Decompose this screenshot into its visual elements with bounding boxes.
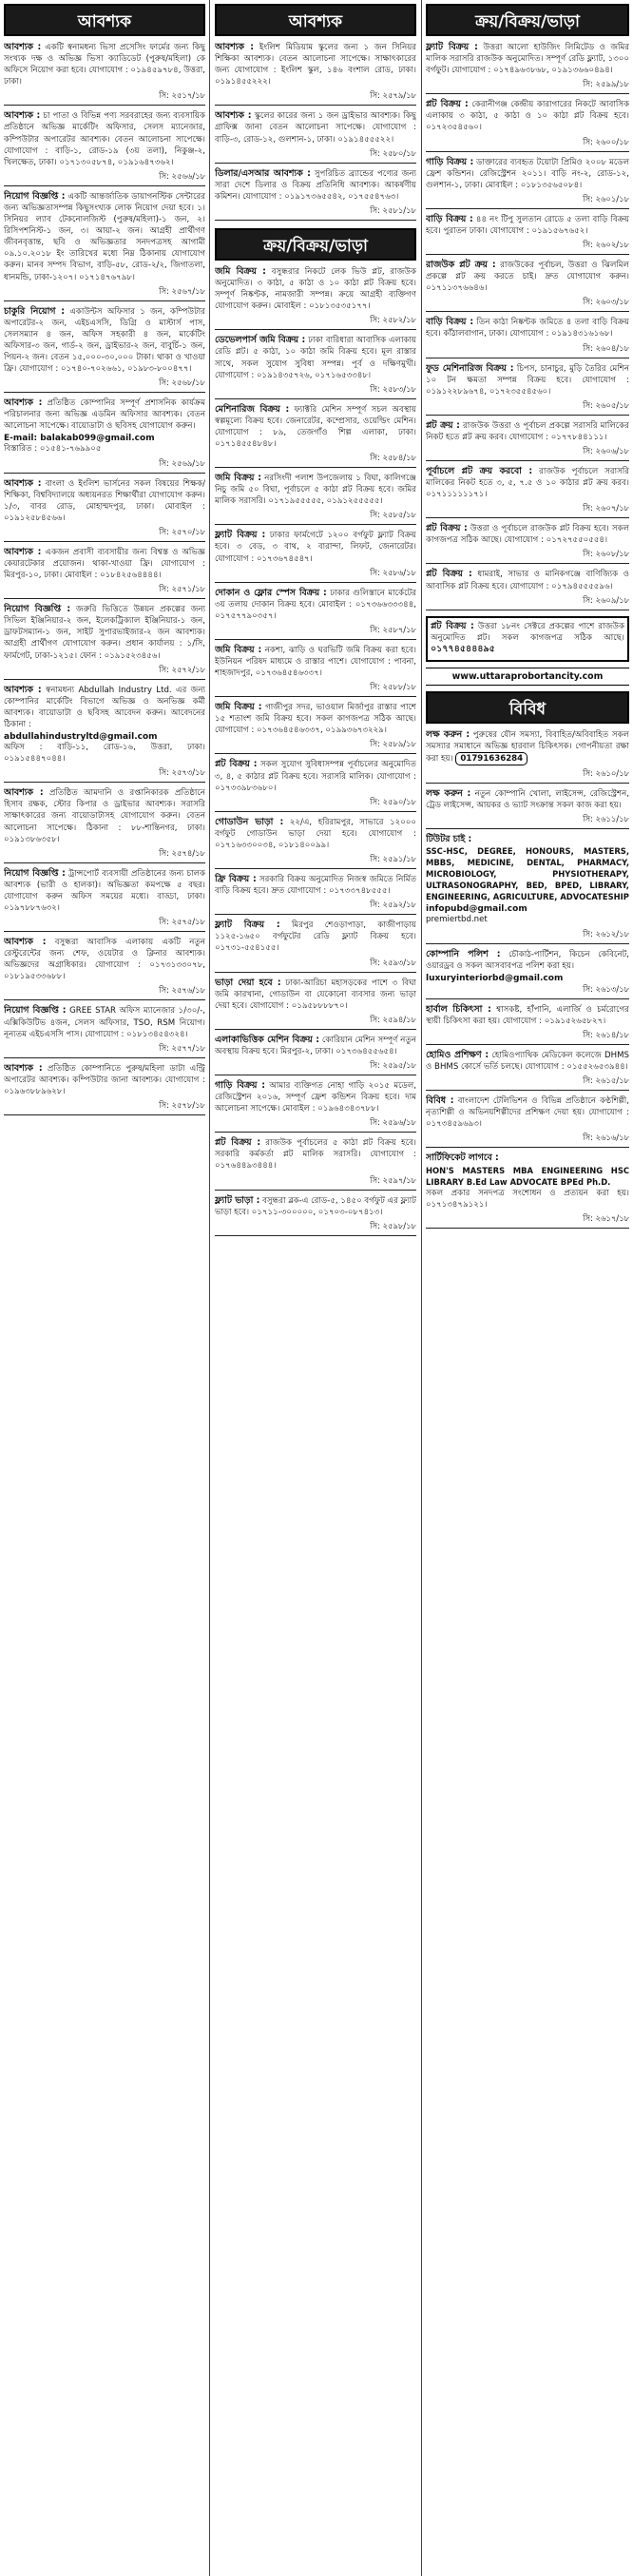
ad-code: সি: ২৫৮২/১৮ — [215, 314, 416, 330]
ad-extra: অফিস : বাড়ি-১১, রোড-১৬, উত্তরা, ঢাকা। ০১৯১৫৪৪৭০৪৪। — [4, 743, 205, 765]
ad-code: সি: ২৬১৪/১৮ — [426, 1029, 629, 1045]
classified-ad — [4, 110, 205, 185]
column-divider — [209, 0, 210, 2576]
ad-lead: আবশ্যক : — [4, 42, 42, 52]
section-heading: আবশ্যক — [215, 4, 416, 36]
ad-list — [426, 42, 629, 610]
ad-code: সি: ২৬০০/১৮ — [426, 136, 629, 152]
ad-code: সি: ২৫৭২/১৮ — [4, 664, 205, 680]
ad-body: কেরানীগঞ্জ কেন্দ্রীয় কারাগারের নিকটে আবাসিক এলাকায় ৩ কাঠা, ৫ কাঠা ও ১০ কাঠা প্লট বিক্রয় হবে। ০১৭২৩৫৪৫৬০। — [426, 100, 629, 133]
ad-text — [215, 588, 416, 622]
ad-body: বসুন্ধরা ব্লক-এ রোড-৫, ১৪৫০ বর্গফুট এর ফ্ল্যাট ভাড়া হবে। ০১৭১১-৩০০০০০, ০১৭০৩-০৮৭৪১৩। — [215, 1195, 416, 1217]
classified-ad — [4, 42, 205, 106]
ad-text — [4, 1005, 205, 1039]
classified-ad — [426, 1004, 629, 1045]
classified-ad — [426, 949, 629, 999]
ad-body: সকল সুযোগ সুবিধাসম্পন্ন পূর্বাচলের অনুমোদিত ৩, ৪, ৫ কাঠার প্লট বিক্রয় হবে। সরাসরি মালিক। যোগাযোগ : ০১৭৩৩৯৮৩৬৮০। — [215, 760, 416, 793]
ad-lead: লক্ষ করুন : — [426, 788, 471, 800]
classified-ad — [4, 787, 205, 862]
ad-phone: 01791636284 — [455, 752, 528, 765]
classified-ad — [215, 266, 416, 330]
ad-code: সি: ২৫৭৩/১৮ — [4, 766, 205, 783]
ad-body: উত্তরা আলো হাউজিং লিমিটেড ও জমির মালিক সরাসরি রাজউক অনুমোদিত। সম্পূর্ণ রেডি ফ্ল্যাট, ১৩০০ বর্গফুট। যোগাযোগ : ০১৭৪৯৬৩৮৬৮, ০১৯১৩৬৬০৪৯৪। — [426, 43, 629, 76]
ad-code: সি: ২৫৯৯/১৮ — [426, 78, 629, 94]
ad-body: রাজউক পূর্বাচলের ৫ কাঠা প্লট বিক্রয় হবে। সরকারি কর্মকর্তা প্লট মালিক সরাসরি। যোগাযোগ : ০১৭৬৪৪৯৩৪৪৪। — [215, 1138, 416, 1172]
ad-lead: নিয়োগ বিজ্ঞপ্তি : — [4, 1005, 67, 1017]
ad-text — [426, 788, 629, 811]
ad-code: সি: ২৫৮৬/১৮ — [215, 567, 416, 583]
ad-body: একজন প্রবাসী ব্যবসায়ীর জন্য বিশ্বস্ত ও অভিজ্ঞ কেয়ারটেকার প্রয়োজন। থাকা-খাওয়া ফ্রি। যোগাযোগ : মিরপুর-১০, ঢাকা। মোবাইল : ০১৮৪২৫৬৪৪৪৪। — [4, 547, 205, 581]
ad-lead: টিউটর চাই : — [426, 834, 472, 845]
ad-english-list: SSC-HSC, DEGREE, HONOURS, MASTERS, MBBS, MEDICINE, DENTAL, PHARMACY, MICROBIOLOGY, PHYSIOTHERAPY, ULTRASONOGRAPHY, BED, BPED, LIBRARY, ENGINEERING, AGRICULTURE, ADVOCATESHIP — [426, 846, 629, 902]
ad-code: সি: ২৬০৮/১৮ — [426, 548, 629, 564]
classified-ad — [4, 306, 205, 394]
ad-body: ৪৪ নং টিপু সুলতান রোডে ৫ তলা বাড়ি বিক্রয় হবে। পুরাতন ঢাকা। যোগাযোগ : ০১৯১৫৬৭৬৫২। — [426, 214, 629, 236]
ad-lead: জমি বিক্রয় : — [215, 265, 266, 277]
ad-text — [4, 937, 205, 982]
ad-body: ঢাকার গুলিস্তানে মার্কেটের ৩য় তলায় দোকান বিক্রয় হবে। মোবাইল : ০১৭৩৬৬৩৩৩৪৪, ০১৭৫৭৭৯০৩৫৭। — [215, 588, 416, 621]
ad-lead: আবশ্যক : — [215, 110, 252, 122]
ad-lead: আবশ্যক : — [4, 477, 42, 489]
ad-code: সি: ২৫৮০/১৮ — [215, 147, 416, 164]
ad-text — [215, 874, 416, 897]
ad-text — [215, 978, 416, 1012]
ad-text — [215, 1035, 416, 1057]
ad-lead: বাড়ি বিক্রয় : — [426, 213, 473, 224]
ad-lead: প্লট বিক্রয় : — [431, 620, 474, 631]
classified-ad — [4, 1063, 205, 1115]
classified-ad — [215, 920, 416, 972]
ad-text — [4, 478, 205, 524]
ad-code: সি: ২৫৯২/১৮ — [215, 899, 416, 915]
classified-ad — [215, 473, 416, 525]
classified-ad — [4, 868, 205, 932]
section-heading: আবশ্যক — [4, 4, 205, 36]
ad-text — [426, 1004, 629, 1027]
ad-text — [215, 404, 416, 450]
ad-body: বাংলা ও ইংলিশ ভার্সনের সকল বিষয়ের শিক্ষক/শিক্ষিকা, বিশ্ববিদ্যালয়ে অধ্যয়নরত শিক্ষার্থীরা যোগাযোগ করুন। ১/৩, বাবর রোড, মোহাম্মদপুর, ঢাকা। মোবাইল : ০১৯১২৫৮৪৫৬৬। — [4, 478, 205, 523]
ad-lead: বিবিধ : — [426, 1095, 454, 1107]
ad-text — [215, 759, 416, 793]
ad-text — [4, 191, 205, 283]
classified-ad — [426, 260, 629, 312]
ad-lead: ফুড মেশিনারিজ বিক্রয় : — [426, 362, 514, 374]
ad-code: সি: ২৫১৭/১৮ — [4, 89, 205, 106]
ad-text — [426, 42, 629, 76]
ad-lead: মেশিনারিজ বিক্রয় : — [215, 403, 290, 415]
ad-code: সি: ২৫৭৮/১৮ — [4, 1099, 205, 1115]
ad-body: কোরিয়ান মেশিন সম্পূর্ণ নতুন অবস্থায় বিক্রয় হবে। মিরপুর-২, ঢাকা। ০১৭৩৬৪৫৫৬৫৪। — [215, 1035, 416, 1056]
classified-ad — [215, 1035, 416, 1075]
ad-body: চিপস, চানাচুর, মুড়ি তৈরির মেশিন ১০ টন ক্ষমতা সম্পন্ন বিক্রয় হবে। যোগাযোগ : ০১৯১২২৮৯৬৭৪, ০১৭২৩৫৫৪৫৬০। — [426, 363, 629, 397]
ad-code: সি: ২৫৯৪/১৮ — [215, 1014, 416, 1030]
ad-text — [4, 1063, 205, 1097]
ad-text — [4, 604, 205, 661]
ad-body: ঢাকা বারিধারা আবাসিক এলাকায় রেডি প্লট। ৫ কাঠা, ১০ কাঠা জমি বিক্রয় হবে। মূল রাস্তার সাথে, সকল সুযোগ সুবিধা সম্পন্ন। পূর্ব ও দক্ষিণমুখী। যোগাযোগ : ০১৯১৪৩৫৭২৬, ০১৭১৬৫৩৩৪৮। — [215, 336, 416, 380]
ad-code: সি: ২৫৬৮/১৮ — [4, 377, 205, 393]
ad-body: ধামরাই, সাভার ও মানিকগঞ্জে বাণিজ্যিক ও আবাসিক প্লট বিক্রয় হবে। যোগাযোগ : ০১৭৯৪৫৫৫৫৯৬। — [426, 570, 629, 591]
ad-body: নরসিংদী পলাশ উপজেলায় ১ বিঘা, কালিগঞ্জে নিচু জমি ৫০ বিঘা, পূর্বাচলে ৫ কাঠা প্লট বিক্রয় হবে। জমির মালিক সরাসরি। ০১৭১৯৫৫৫৫৫, ০১৯১২৫৫৫৫৫। — [215, 474, 416, 507]
ad-text — [426, 1152, 629, 1210]
classified-ad — [215, 1195, 416, 1236]
ad-code: সি: ২৫৯৫/১৮ — [215, 1059, 416, 1075]
ad-text — [4, 306, 205, 376]
ad-body: ফ্যাক্টরি মেশিন সম্পূর্ণ সচল অবস্থায় স্বল্পমূল্যে বিক্রয় হবে। জেনারেটর, কম্প্রেসার, ওয়েল্ডিং মেশিন। যোগাযোগ : ৮৯, তেজগাঁও শিল্প এলাকা, ঢাকা। ০১৭১৪৫৫৪৮৪৮। — [215, 404, 416, 449]
ad-lead: আবশ্যক : — [4, 397, 43, 409]
ad-text — [215, 702, 416, 736]
classified-ad — [4, 1005, 205, 1057]
ad-body: পুরুষের যৌন সমস্যা, বিবাহিত/অবিবাহিত সকল সমস্যার সমাধানে অভিজ্ঞ হারবাল চিকিৎসক। গোপনীয়তা রক্ষা করা হয়। — [426, 729, 629, 765]
ad-body: নতুন কোম্পানি খোলা, লাইসেন্স, রেজিস্ট্রেশন, ট্রেড লাইসেন্স, আয়কর ও ভ্যাট সংক্রান্ত সকল কাজ করা হয়। — [426, 789, 629, 811]
ad-body: ইংলিশ মিডিয়াম স্কুলের জন্য ১ জন সিনিয়র শিক্ষিকা আবশ্যক। বেতন আলোচনা সাপেক্ষে। সাক্ষাৎকারের জন্য যোগাযোগ : ইংলিশ স্কুল, ১৪৬ বংশাল রোড, ঢাকা। ০১৯১৪৫৫২২২। — [215, 43, 416, 87]
ad-code: সি: ২৫৭৫/১৮ — [4, 916, 205, 932]
ad-lead: প্লট বিক্রয় : — [215, 759, 258, 770]
ad-code: সি: ২৬০২/১৮ — [426, 239, 629, 255]
ad-lead: প্লট বিক্রয় : — [426, 523, 468, 534]
ad-text — [426, 363, 629, 397]
ad-body: হোমিওপ্যাথিক মেডিকেল কলেজে DHMS ও BHMS কোর্সে ভর্তি চলছে। যোগাযোগ : ০১৫৫২৬৫৩৯৪৪। — [426, 1050, 629, 1073]
classified-ad — [215, 42, 416, 106]
classified-ad — [426, 1095, 629, 1148]
ad-code: সি: ২৫৮১/১৮ — [215, 204, 416, 221]
ad-body: সরকারি বিক্রয় অনুমোদিত নিজস্ব জমিতে নির্মিত বাড়ি বিক্রয় হবে। দ্রুত যোগাযোগ : ০১৭৩৩৭৪৮৫৫৫। — [215, 875, 416, 897]
classified-ad — [426, 569, 629, 610]
ad-body: তিন কাঠা নিষ্কণ্টক জমিতে ৪ তলা বাড়ি বিক্রয় হবে। কাঁঠালবাগান, ঢাকা। যোগাযোগ : ০১৯১৪৩১৬১৬৮। — [426, 318, 629, 339]
classified-ad — [215, 759, 416, 811]
ad-body: চা পাতা ও বিভিন্ন পণ্য সরবরাহের জন্য ব্যবসায়িক প্রতিষ্ঠানে অভিজ্ঞ মার্কেটিং অফিসার, সেলস ম্যানেজার, কম্পিউটার অপারেটর আবশ্যক। বেতন আলোচনা সাপেক্ষে। যোগাযোগ : বাড়ি-১, রোড-১৯ (৩য় তলা), নিকুঞ্জ-২, খিলক্ষেত, ঢাকা। ০১৭১৩০৫৮৭৪, ০১৯১৬৪৭৩৬২। — [4, 111, 205, 167]
ad-text — [426, 523, 629, 546]
ad-lead: চাকুরি নিয়োগ : — [4, 305, 66, 317]
ad-body: মিরপুর শেওড়াপাড়া, কাজীপাড়ায় ১১২৫-১৬৫০ বর্গফুটের রেডি ফ্ল্যাট বিক্রয় হবে। ০১৭৩১-৫৫৪১৫৫। — [215, 920, 416, 954]
section-heading: বিবিধ — [426, 691, 629, 724]
ad-email[interactable]: infopubd@gmail.com — [426, 904, 528, 915]
ad-code: সি: ২৫৯৩/১৮ — [215, 957, 416, 973]
ad-lead: আবশ্যক : — [4, 1062, 43, 1074]
ad-code: সি: ২৫৭০/১৮ — [4, 526, 205, 542]
ad-code: সি: ২৫৯৬/১৮ — [215, 1116, 416, 1133]
ad-body: বসুন্ধরা আবাসিক এলাকায় একটি নতুন রেস্টুরেন্টের জন্য শেফ, ওয়েটার ও ক্লিনার আবশ্যক। অভিজ্ঞদের অগ্রাধিকার। যোগাযোগ : ০১৭৩১৩৩০৭৮, ০১৮১৯৫৩৩৬৮৮। — [4, 938, 205, 982]
classified-ad — [215, 1137, 416, 1190]
ad-text — [215, 335, 416, 380]
ad-lead: জমি বিক্রয় : — [215, 702, 262, 713]
ad-code: সি: ২৫৭৭/১৮ — [4, 1042, 205, 1058]
ad-body: আমার ব্যক্তিগত নোহা গাড়ি ২০১৫ মডেল, রেজিস্ট্রেশন ২০১৬, সম্পূর্ণ ফ্রেশ কন্ডিশন বিক্রয় হবে। দাম আলোচনা সাপেক্ষে। মোবাইল : ০১৯৬৪৩৪৩৭৮৮। — [215, 1080, 416, 1114]
ad-text — [426, 420, 629, 443]
ad-text — [4, 42, 205, 87]
ad-lead: দোকান ও ফ্লোর স্পেস বিক্রয় : — [215, 587, 327, 598]
ad-body: ডাক্তারের ব্যবহৃত টয়োটা প্রিমিও ২০০৮ মডেল ফ্রেশ কন্ডিশন। রেজিস্ট্রেশন ২০১১। বাড়ি নং-২, রোড-১২, গুলশান-১, ঢাকা। মোবাইল : ০১৮১৩৫৬৫০৮৪। — [426, 157, 629, 190]
ad-lead: নিয়োগ বিজ্ঞপ্তি : — [4, 190, 66, 202]
classified-ad — [215, 110, 416, 163]
ad-lead: ফ্ল্যাট ভাড়া : — [215, 1194, 260, 1206]
section-heading: ক্রয়/বিক্রয়/ভাড়া — [215, 228, 416, 261]
ad-email[interactable]: abdullahindustryltd@gmail.com — [4, 732, 158, 743]
ad-text — [426, 214, 629, 237]
ad-code: সি: ২৬১১/১৮ — [426, 813, 629, 829]
ad-text — [215, 1195, 416, 1218]
ad-lead: সার্টিফিকেট লাগবে : — [426, 1152, 499, 1164]
ad-email[interactable]: luxuryinteriorbd@gmail.com — [426, 973, 564, 983]
ad-body: রাজউক পূর্বাচলে সরাসরি মালিকের নিকট হতে ৩, ৫, ৭.৫ ও ১০ কাঠার প্লট ক্রয় করব। ০১৭১১১১১১৭১। — [426, 466, 629, 500]
classified-ad — [4, 478, 205, 542]
column-jobs-and-sales — [215, 0, 416, 2576]
ad-lead: রাজউক প্লট ক্রয় : — [426, 260, 496, 271]
ad-text — [215, 1137, 416, 1172]
ad-lead: ফ্ল্যাট বিক্রয় : — [215, 920, 280, 931]
ad-text — [4, 547, 205, 581]
ad-code: সি: ২৫৯০/১৮ — [215, 796, 416, 812]
ad-lead: গাড়ি বিক্রয় : — [426, 156, 474, 167]
ad-text — [426, 1050, 629, 1073]
classified-ad — [215, 588, 416, 640]
ad-english-list: HON'S MASTERS MBA ENGINEERING HSC LIBRARY B.Ed Law ADVOCATE BPEd Ph.D. — [426, 1165, 629, 1187]
classified-ad — [426, 157, 629, 209]
ad-body: শ্বাসকষ্ট, হাঁপানি, এলার্জি ও চর্মরোগের স্থায়ী চিকিৎসা করা হয়। যোগাযোগ : ০১৯১৫২৬৫৮২৭। — [426, 1004, 629, 1026]
ad-lead: ফ্ল্যাট বিক্রয় : — [426, 42, 478, 52]
ad-extra: premiertbd.net — [426, 915, 488, 925]
ad-text — [426, 317, 629, 339]
ad-body: ঢাকা-আরিচা মহাসড়কের পাশে ৩ বিঘা জমি কারখানা, গোডাউন বা যেকোনো ব্যবসার জন্য ভাড়া দেয়া হবে। যোগাযোগ : ০১৯৫৮৮৮৮৭০। — [215, 978, 416, 1011]
ad-code: সি: ২৬০৭/১৮ — [426, 502, 629, 518]
ad-list — [4, 42, 205, 1115]
ad-code: সি: ২৬১২/১৮ — [426, 928, 629, 944]
classified-ad — [4, 547, 205, 599]
website-link[interactable]: www.uttaraprobortancity.com — [426, 668, 629, 686]
ad-body: একটি আন্তর্জাতিক ডায়াগনস্টিক সেন্টারের জন্য অভিজ্ঞতাসম্পন্ন কিছুসংখ্যক লোক নিয়োগ দেয়া হবে। ১। সিনিয়র ল্যাব টেকনোলজিস্ট (পুরুষ/মহিলা)-১ জন, ২। রিসিপশনিস্ট-১ জন, ৩। আয়া-২ জন। আগ্রহী প্রার্থীগণ জীবনবৃত্তান্ত, ছবি ও অভিজ্ঞতার সনদপত্রসহ আগামী ০৯.১০.২০১৮ ইং তারিখের মধ্যে নিম্ন ঠিকানায় যোগাযোগ করুন। মানব সম্পদ বিভাগ, বাড়ি-৫৮, রোড-২/২, জিগাতলা, ধানমন্ডি, ঢাকা-১২০৭। ০১৭১৪৭৬৭৯৮। — [4, 191, 205, 282]
classified-ad — [426, 523, 629, 564]
classified-ad — [426, 317, 629, 358]
ad-lead: আবশ্যক : — [4, 110, 41, 122]
ad-code: সি: ২৫৭৪/১৮ — [4, 847, 205, 863]
ad-body: স্কুলের কারের জন্য ১ জন ড্রাইভার আবশ্যক। কিছু গ্রাফিক্স জানা বেতন আলোচনা সাপেক্ষে। যোগাযোগ : বাড়ি-৩, রোড-১২, গুলশান-১, ঢাকা। ০১৯১৪৫৫৫২২। — [215, 111, 416, 145]
ad-body: GREE STAR অফিস ম্যানেজার ১/৩০/-, এক্সিকিউটিভ ৪জন, সেলস অফিসার, TSO, RSM নিয়োগ। নূন্যতম এইচএসসি পাস। যোগাযোগ : ০১৮১৩৪৫৪৩২৪। — [4, 1006, 205, 1039]
ad-email[interactable]: E-mail: balakab099@gmail.com — [4, 434, 155, 444]
classified-ad — [426, 834, 629, 943]
ad-body: গাজীপুর সদর, ভাওয়াল মির্জাপুর রাস্তার পাশে ১৫ শতাংশ জমি বিক্রয় হবে। সকল কাগজপত্র সঠিক আছে। যোগাযোগ : ০১৭৩৬৪৫৪৬৩৩৭, ০১৯৯৩৬৭৩২২৯। — [215, 703, 416, 736]
ad-body: রাজউক উত্তরা ও পূর্বাচল প্রকল্পে সরাসরি মালিকের নিকট হতে প্লট ক্রয় করব। যোগাযোগ : ০১৭৭৮৪৪১১১। — [426, 420, 629, 442]
classified-ad — [426, 363, 629, 416]
ad-text — [215, 530, 416, 564]
classified-ad — [426, 42, 629, 94]
ad-code: সি: ২৫৬৯/১৮ — [4, 457, 205, 474]
ad-body: প্রতিষ্ঠিত আমদানি ও রপ্তানিকারক প্রতিষ্ঠানে হিসাব রক্ষক, স্টোর কিপার ও ড্রাইভার আবশ্যক। সরাসরি সাক্ষাৎকারের জন্য বায়োডাটাসহ যোগাযোগ করুন। বেতন আলোচনা সাপেক্ষে। ঠিকানা : ৮৮-শান্তিনগর, ঢাকা। ০১৯১৩৮৬৩৫৮। — [4, 788, 205, 844]
ad-text — [4, 685, 205, 730]
classified-ad — [215, 817, 416, 869]
ad-code: সি: ২৫৮৫/১৮ — [215, 509, 416, 525]
ad-lead: প্লট বিক্রয় : — [426, 569, 472, 580]
ad-lead: আবশ্যক : — [4, 546, 42, 557]
classified-ad — [426, 788, 629, 829]
ad-body: সুপরিচিত ব্র্যান্ডের পণ্যের জন্য সারা দেশে ডিলার ও বিক্রয় প্রতিনিধি আবশ্যক। আকর্ষণীয় কমিশন। যোগাযোগ : ০১৯১৭৩৬৫৫৪২, ০১৭৫৫৪৭৬৩। — [215, 168, 416, 202]
classified-ad — [215, 645, 416, 697]
classified-ad — [215, 978, 416, 1030]
ad-lead: নিয়োগ বিজ্ঞপ্তি : — [4, 867, 66, 879]
ad-list — [426, 729, 629, 1229]
ad-lead: ডেভেলপার্স জমি বিক্রয় : — [215, 335, 306, 346]
ad-extra: বিস্তারিত : ০১৫৪১-৭৬৯৯০৫ — [4, 444, 102, 455]
ad-body: উত্তরা ও পূর্বাচলে রাজউক প্লট বিক্রয় হবে। সকল কাগজপত্র সঠিক আছে। যোগাযোগ : ০১৭২৭৫৫০৫৫৪। — [426, 524, 629, 546]
ad-text — [426, 466, 629, 500]
ad-code: সি: ২৫৭৬/১৮ — [4, 984, 205, 1000]
ad-body: চৌকাঠ-পার্টিশন, কিচেন কেবিনেট, ওয়ারড্রব ও সকল আসবাবপত্র পলিশ করা হয়। — [426, 949, 629, 971]
ad-body: একাউন্টস অফিসার ১ জন, কম্পিউটার অপারেটর-২ জন, এইচএসসি, ডিগ্রি ও মাস্টার্স পাস, সেলসম্যান ৪ জন, অফিস সহকারী ৪ জন, মার্কেটিং অফিসার-৩ জন, গার্ড-২ জন, ড্রাইভার-২ জন, বাবুর্চি-১ জন, পিয়ন-২ জন। বেতন ১৫,০০০-৩০,০০০ টাকা। থাকা ও খাওয়া ফ্রি। যোগাযোগ : ০১৭৪০-৭০২৬৬১, ০১৯৮৩-৮০০৪৭৭। — [4, 306, 205, 375]
ad-body: নকশা, ঝাড়ি ও ঘরভিটি জমি বিক্রয় করা হবে। ইউনিয়ন পরিষদ মাধ্যমে ও রাস্তার পাশে। যোগাযোগ : পাবনা, শাহজাদপুর, ০১৭৩৬৪৫৪৬৩৩৭। — [215, 645, 416, 679]
ad-code: সি: ২৫৯৮/১৮ — [215, 1220, 416, 1236]
ad-body: বসুন্ধরার নিকটে লেক ভিউ প্লট, রাজউক অনুমোদিত। ৩ কাঠা, ৫ কাঠা ও ১০ কাঠা প্লট বিক্রয় হবে। সম্পূর্ণ নিষ্কণ্টক, নামজারী সম্পন্ন। ক্রয়ে আগ্রহী ব্যক্তিগণ যোগাযোগ করুন। মোবাইল : ০১৮১৩৫৩৫১৭৭। — [215, 266, 416, 312]
ad-text — [215, 42, 416, 87]
ad-code: সি: ২৬১৫/১৮ — [426, 1075, 629, 1091]
ad-text — [4, 868, 205, 914]
ad-body: উত্তরা ১৮নং সেক্টরে প্রকল্পের পাশে রাজউক অনুমোদিত প্লট। সকল কাগজপত্র সঠিক আছে। — [431, 621, 625, 643]
ad-lead: আবশ্যক : — [4, 684, 42, 695]
ad-text — [4, 110, 205, 167]
classified-ad — [426, 99, 629, 151]
ad-text — [426, 834, 629, 902]
ad-lead: ডিলার/এসআর আবশ্যক : — [215, 167, 311, 179]
ad-text — [215, 1080, 416, 1114]
ad-body: ঢাকার ফার্মগেটে ১২০০ বর্গফুট ফ্ল্যাট বিক্রয় হবে। ৩ বেড, ৩ বাথ, ২ বারান্দা, লিফট, জেনারেটর। যোগাযোগ : ০১৭৩৬৭৪৫৪৭। — [215, 531, 416, 564]
ad-lead: ফ্ল্যাট বিক্রয় : — [215, 530, 266, 541]
ad-code: সি: ২৬১৬/১৮ — [426, 1132, 629, 1148]
ad-lead: পূর্বাচলে প্লট ক্রয় করবো : — [426, 465, 533, 476]
ad-lead: জমি বিক্রয় : — [215, 473, 261, 484]
boxed-ad — [426, 616, 629, 662]
ad-body: সকল প্রকার সনদপত্র সংশোধন ও প্রত্যয়ন করা হয়। ০১৭১৩৪৭৯১২১। — [426, 1188, 629, 1210]
classified-ad — [4, 397, 205, 473]
ad-code: সি: ২৫৮৩/১৮ — [215, 383, 416, 399]
ad-lead: প্লট ক্রয় : — [426, 419, 460, 431]
ad-text — [426, 1095, 629, 1130]
classified-ad — [426, 1152, 629, 1228]
ad-lead: গোডাউন ভাড়া : — [215, 816, 284, 827]
ad-lead: নিয়োগ বিজ্ঞপ্তি : — [4, 604, 71, 615]
ad-text — [215, 110, 416, 145]
ad-lead: জমি বিক্রয় : — [215, 644, 262, 655]
ad-code: সি: ২৫৬৭/১৮ — [4, 285, 205, 301]
classified-ad — [215, 168, 416, 221]
ad-lead: ফ্রি বিক্রয় : — [215, 874, 257, 885]
classified-ad — [426, 214, 629, 255]
ad-lead: প্লট বিক্রয় : — [215, 1137, 261, 1149]
ad-list — [215, 42, 416, 221]
classified-ad — [4, 937, 205, 1000]
ad-text — [426, 569, 629, 591]
ad-lead: লক্ষ করুন : — [426, 728, 470, 740]
ad-text — [4, 397, 205, 432]
ad-lead: বাড়ি বিক্রয় : — [426, 317, 474, 328]
ad-lead: আবশ্যক : — [4, 787, 44, 799]
ad-text — [426, 729, 629, 765]
classified-ad — [4, 191, 205, 301]
ad-code: সি: ২৬০৯/১৮ — [426, 594, 629, 610]
ad-code: সি: ২৬১০/১৮ — [426, 767, 629, 784]
ad-lead: গাড়ি বিক্রয় : — [215, 1079, 265, 1091]
ad-body: একটি স্বনামধন্য ভিসা প্রসেসিং ফার্মের জন্য কিছু সংখ্যক দক্ষ ও অভিজ্ঞ ভিসা ক্যাডিডেট (পুরুষ/মহিলা) কে অফিসে নিয়োগ করা হবে। যোগাযোগ : ০১৯৪৫৯৭৮৪, উত্তরা, ঢাকা। — [4, 43, 205, 87]
ad-lead: হার্বাল চিকিৎসা : — [426, 1003, 491, 1015]
classified-ad — [426, 466, 629, 518]
ad-body: ট্রান্সপোর্ট ব্যবসায়ী প্রতিষ্ঠানের জন্য চালক আবশ্যক (ভারী ও হালকা)। অভিজ্ঞতা কমপক্ষে ৫ বছর। যোগাযোগ করুন অফিস সময়ের মধ্যে। বাড্ডা, ঢাকা। ০১৯৭৮৮৭৬৩২। — [4, 868, 205, 913]
ad-body: জরুরি ভিত্তিতে উন্নয়ন প্রকল্পের জন্য সিভিল ইঞ্জিনিয়ার-২ জন, ইলেকট্রিক্যাল ইঞ্জিনিয়ার-১ জন, ড্রাফটসম্যান-১ জন, সাইট সুপারভাইজার-২ জন আবশ্যক। আগ্রহী প্রার্থীগণ যোগাযোগ করুন। প্রধান কার্যালয় : ১/সি, ফার্মগেট, ঢাকা-১২১৫। ফোন : ০১৯১৫২৩৪৫৬। — [4, 605, 205, 661]
ad-code: সি: ২৫৯১/১৮ — [215, 853, 416, 869]
classified-ad — [215, 1080, 416, 1133]
ad-lead: প্লট বিক্রয় : — [426, 99, 469, 110]
ad-lead: কোম্পানি পলিশ : — [426, 948, 501, 959]
ad-list — [215, 266, 416, 1236]
ad-code: সি: ২৫৮৪/১৮ — [215, 452, 416, 468]
ad-code: সি: ২৬০৩/১৮ — [426, 296, 629, 312]
ad-code: সি: ২৫৯৭/১৮ — [215, 1174, 416, 1191]
ad-lead: ভাড়া দেয়া হবে : — [215, 977, 281, 988]
ad-text — [4, 787, 205, 844]
ad-body: প্রতিষ্ঠিত কোম্পানির সম্পূর্ণ প্রশাসনিক কার্যক্রম পরিচালনার জন্য অভিজ্ঞ এডমিন অফিসার আবশ্যক। বেতন আলোচনা সাপেক্ষে। বায়োডাটা ও ছবিসহ যোগাযোগ করুন। — [4, 398, 205, 432]
ad-code: সি: ২৫৮৯/১৮ — [215, 738, 416, 754]
ad-text — [426, 157, 629, 191]
classified-ad — [215, 404, 416, 468]
ad-text — [215, 266, 416, 312]
classified-ad — [426, 1050, 629, 1091]
ad-body: রাজউকের পূর্বাচল, উত্তরা ও ঝিলমিল প্রকল্পে প্লট ক্রয় করতে চাই। দ্রুত যোগাযোগ করুন। ০১৭১১৩৭৬৬৪৬। — [426, 261, 629, 294]
ad-text — [431, 621, 624, 655]
classified-ad — [215, 530, 416, 582]
ad-code: সি: ২৬০১/১৮ — [426, 193, 629, 209]
ad-code: সি: ২৬১৩/১৮ — [426, 983, 629, 999]
ad-body: বাংলাদেশ টেলিভিশন ও বিভিন্ন প্রতিষ্ঠানে কণ্ঠশিল্পী, নৃত্যশিল্পী ও অভিনয়শিল্পীদের প্রশিক্ষণ দেয়া হয়। যোগাযোগ : ০১৭৩৪৫৯৬৯৩। — [426, 1096, 629, 1130]
ad-code: সি: ২৫৭৯/১৮ — [215, 89, 416, 106]
section-heading: ক্রয়/বিক্রয়/ভাড়া — [426, 4, 629, 36]
classified-ad — [215, 702, 416, 754]
ad-text — [215, 817, 416, 851]
ad-lead: এলাকাভিত্তিক মেশিন বিক্রয় : — [215, 1034, 319, 1045]
ad-code: সি: ২৫৭১/১৮ — [4, 583, 205, 599]
classified-ad — [215, 335, 416, 398]
ad-text — [426, 99, 629, 133]
classified-ad — [426, 420, 629, 461]
column-jobs — [4, 0, 205, 2576]
ad-code: সি: ২৬০৪/১৮ — [426, 342, 629, 358]
ad-body: প্রতিষ্ঠিত কোম্পানিতে পুরুষ/মহিলা ডাটা এন্ট্রি অপারেটর আবশ্যক। কম্পিউটার জানা আবশ্যক। যোগাযোগ : ০১৯৬৩৮৮৯৬২৮। — [4, 1063, 205, 1096]
ad-text — [215, 473, 416, 507]
ad-text — [215, 168, 416, 203]
ad-code: সি: ২৬০৫/১৮ — [426, 399, 629, 416]
ad-lead: আবশ্যক : — [215, 42, 255, 52]
ad-text — [426, 949, 629, 972]
classified-ad — [4, 604, 205, 679]
ad-text — [426, 260, 629, 294]
column-divider — [421, 0, 422, 2576]
ad-phone: ০১৭৭৪৫৪৪৪৯৫ — [431, 643, 495, 654]
ad-lead: আবশ্যক : — [4, 937, 47, 948]
classified-ad — [215, 874, 416, 915]
ad-code: সি: ২৫৮৭/১৮ — [215, 624, 416, 640]
ad-code: সি: ২৬০৬/১৮ — [426, 445, 629, 461]
classified-ad — [4, 685, 205, 784]
ad-body: ২২/এ, হরিরামপুর, সাভারে ১২০০০ বর্গফুট গোডাউন ভাড়া দেয়া হবে। যোগাযোগ : ০১৭১৬৩৩০০৩৪, ০১৮১৪০০৯৯। — [215, 817, 416, 850]
ad-text — [215, 920, 416, 954]
ad-body: স্বনামধন্য Abdullah Industry Ltd. এর জন্য কোম্পানির মার্কেটিং বিভাগে অভিজ্ঞ ও অনভিজ্ঞ কর্মী আবশ্যক। বায়োডাটা ও ছবিসহ আবেদন করুন। আবেদনের ঠিকানা : — [4, 685, 205, 729]
ad-code: সি: ২৫৮৮/১৮ — [215, 681, 416, 697]
ad-code: সি: ২৫৬৬/১৮ — [4, 170, 205, 186]
classified-ad — [426, 729, 629, 784]
ad-code: সি: ২৬১৭/১৮ — [426, 1212, 629, 1229]
ad-text — [215, 645, 416, 679]
ad-lead: হোমিও প্রশিক্ষণ : — [426, 1049, 489, 1060]
column-sales-and-misc — [426, 0, 629, 2576]
